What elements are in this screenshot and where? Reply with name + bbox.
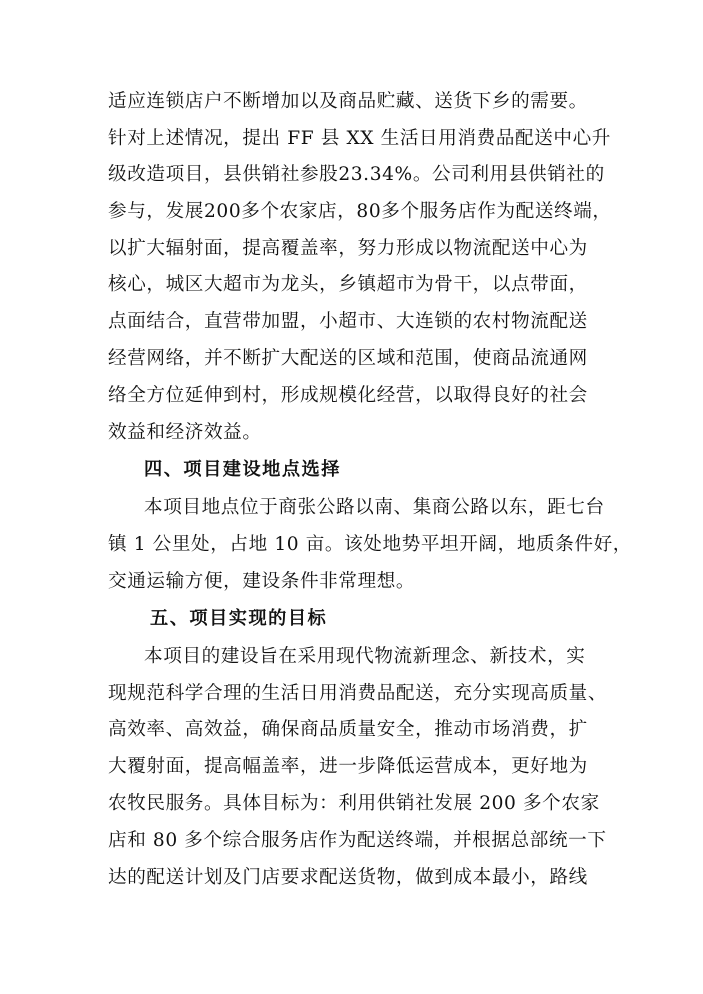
body-text-line: 店和 80 多个综合服务店作为配送终端，并根据总部统一下: [108, 830, 607, 851]
body-text-line: 交通运输方便，建设条件非常理想。: [108, 571, 416, 592]
body-text-line: 点面结合，直营带加盟，小超市、大连锁的农村物流配送: [108, 311, 588, 332]
body-text-line: 农牧民服务。具体目标为：利用供销社发展 200 多个农家: [108, 793, 600, 814]
body-text-line: 以扩大辐射面，提高覆盖率，努力形成以物流配送中心为: [108, 238, 588, 259]
body-text-line: 大覆射面，提高幅盖率，进一步降低运营成本，更好地为: [108, 756, 588, 777]
body-text-line: 核心，城区大超市为龙头，乡镇超市为骨干，以点带面，: [108, 274, 588, 295]
body-text-line: 级改造项目，县供销社参股23.34%。公司利用县供销社的: [108, 164, 605, 185]
body-text-line: 本项目地点位于商张公路以南、集商公路以东，距七台: [144, 497, 605, 518]
body-text-line: 现规范科学合理的生活日用消费品配送，充分实现高质量、: [108, 683, 608, 704]
body-text-line: 高效率、高效益，确保商品质量安全，推动市场消费，扩: [108, 719, 588, 740]
body-text-line: 经营网络，并不断扩大配送的区域和范围，使商品流通网: [108, 348, 588, 369]
body-text-line: 适应连锁店户不断增加以及商品贮藏、送货下乡的需要。: [108, 91, 588, 112]
body-text-line: 针对上述情况，提出 FF 县 XX 生活日用消费品配送中心升: [108, 128, 611, 149]
body-text-line: 络全方位延伸到村，形成规模化经营，以取得良好的社会: [108, 385, 588, 406]
body-text-line: 本项目的建设旨在采用现代物流新理念、新技术，实: [144, 646, 586, 667]
section-heading-goals: 五、项目实现的目标: [150, 608, 328, 629]
body-text-line: 达的配送计划及门店要求配送货物，做到成本最小，路线: [108, 867, 588, 888]
body-text-line: 镇 1 公里处，占地 10 亩。该处地势平坦开阔，地质条件好，: [108, 534, 632, 555]
section-heading-location: 四、项目建设地点选择: [144, 459, 341, 480]
body-text-line: 效益和经济效益。: [108, 422, 262, 443]
body-text-line: 参与，发展200多个农家店，80多个服务店作为配送终端，: [108, 201, 612, 222]
